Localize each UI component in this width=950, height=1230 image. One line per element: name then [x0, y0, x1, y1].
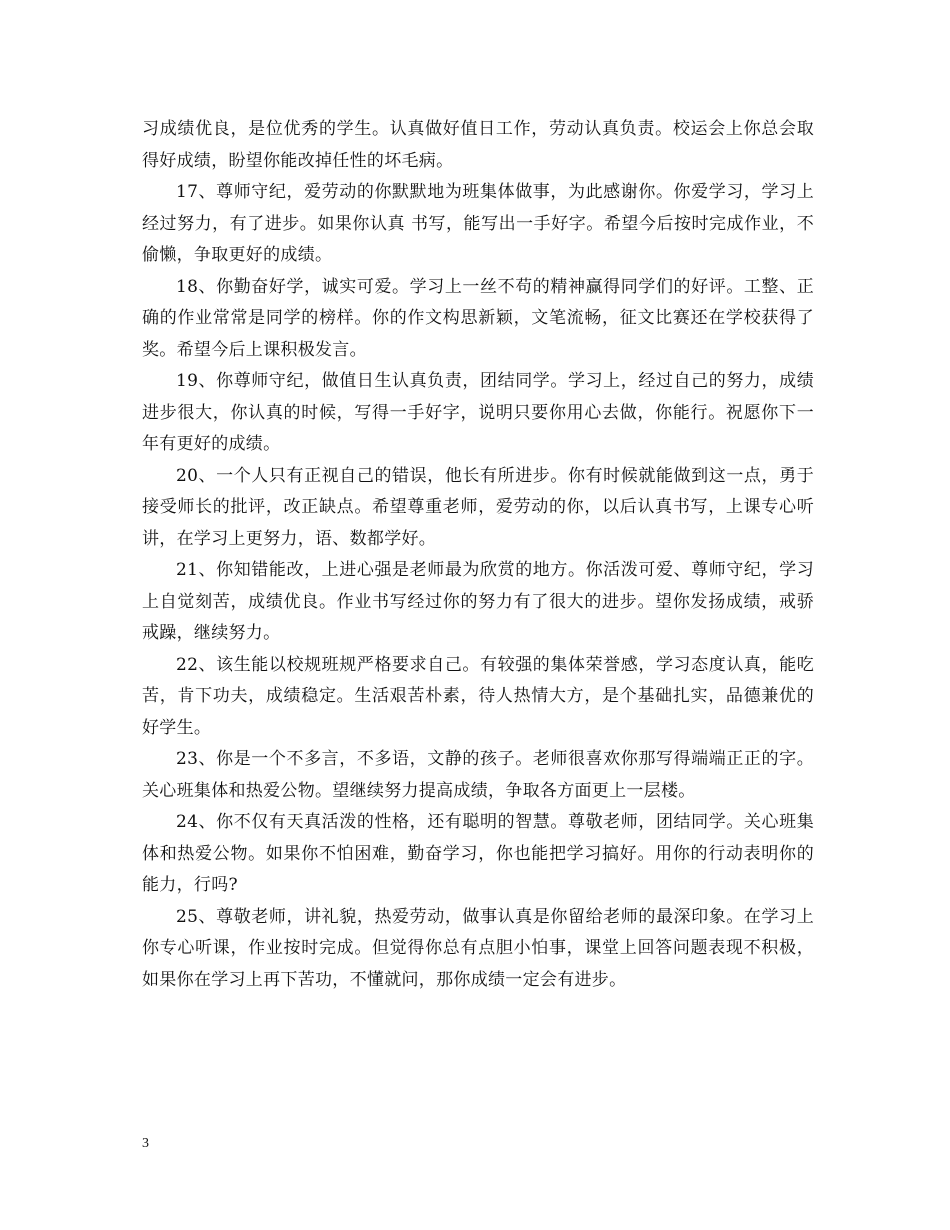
- paragraph-comment-19: 19、你尊师守纪，做值日生认真负责，团结同学。学习上，经过自己的努力，成绩进步很大，你认真的时候，写得一手好字，说明只要你用心去做，你能行。祝愿你下一年有更好的成绩。: [142, 371, 814, 454]
- paragraph-comment-20: 20、一个人只有正视自己的错误，他长有所进步。你有时候就能做到这一点，勇于接受师长的批评，改正缺点。希望尊重老师，爱劳动的你，以后认真书写，上课专心听讲，在学习上更努力，语、数都学好。: [142, 465, 814, 549]
- document-body: [142, 114, 814, 996]
- paragraph-comment-23: 23、你是一个不多言，不多语，文静的孩子。老师很喜欢你那写得端端正正的字。关心班集体和热爱公物。望继续努力提高成绩，争取各方面更上一层楼。: [142, 749, 814, 801]
- paragraph-comment-22: 22、该生能以校规班规严格要求自己。有较强的集体荣誉感，学习态度认真，能吃苦，肯下功夫，成绩稳定。生活艰苦朴素，待人热情大方，是个基础扎实，品德兼优的好学生。: [142, 654, 814, 738]
- paragraph-comment-18: 18、你勤奋好学，诚实可爱。学习上一丝不苟的精神赢得同学们的好评。工整、正确的作业常常是同学的榜样。你的作文构思新颖，文笔流畅，征文比赛还在学校获得了奖。希望今后上课积极发言。: [142, 276, 814, 360]
- paragraph-comment-24: 24、你不仅有天真活泼的性格，还有聪明的智慧。尊敬老师，团结同学。关心班集体和热爱公物。如果你不怕困难，勤奋学习，你也能把学习搞好。用你的行动表明你的能力，行吗?: [142, 812, 814, 895]
- paragraph-continuation: 习成绩优良，是位优秀的学生。认真做好值日工作，劳动认真负责。校运会上你总会取得好成绩，盼望你能改掉任性的坏毛病。: [142, 119, 814, 171]
- paragraph-comment-25: 25、尊敬老师，讲礼貌，热爱劳动，做事认真是你留给老师的最深印象。在学习上你专心听课，作业按时完成。但觉得你总有点胆小怕事，课堂上回答问题表现不积极，如果你在学习上再下苦功，不懂就问，那你成绩一定会有进步。: [142, 906, 814, 990]
- paragraph-comment-21: 21、你知错能改，上进心强是老师最为欣赏的地方。你活泼可爱、尊师守纪，学习上自觉刻苦，成绩优良。作业书写经过你的努力有了很大的进步。望你发扬成绩，戒骄戒躁，继续努力。: [142, 560, 814, 643]
- paragraph-comment-17: 17、尊师守纪，爱劳动的你默默地为班集体做事，为此感谢你。你爱学习，学习上经过努力，有了进步。如果你认真 书写，能写出一手好字。希望今后按时完成作业，不偷懒，争取更好的成绩。: [142, 182, 814, 265]
- page-number: 3: [142, 1136, 149, 1151]
